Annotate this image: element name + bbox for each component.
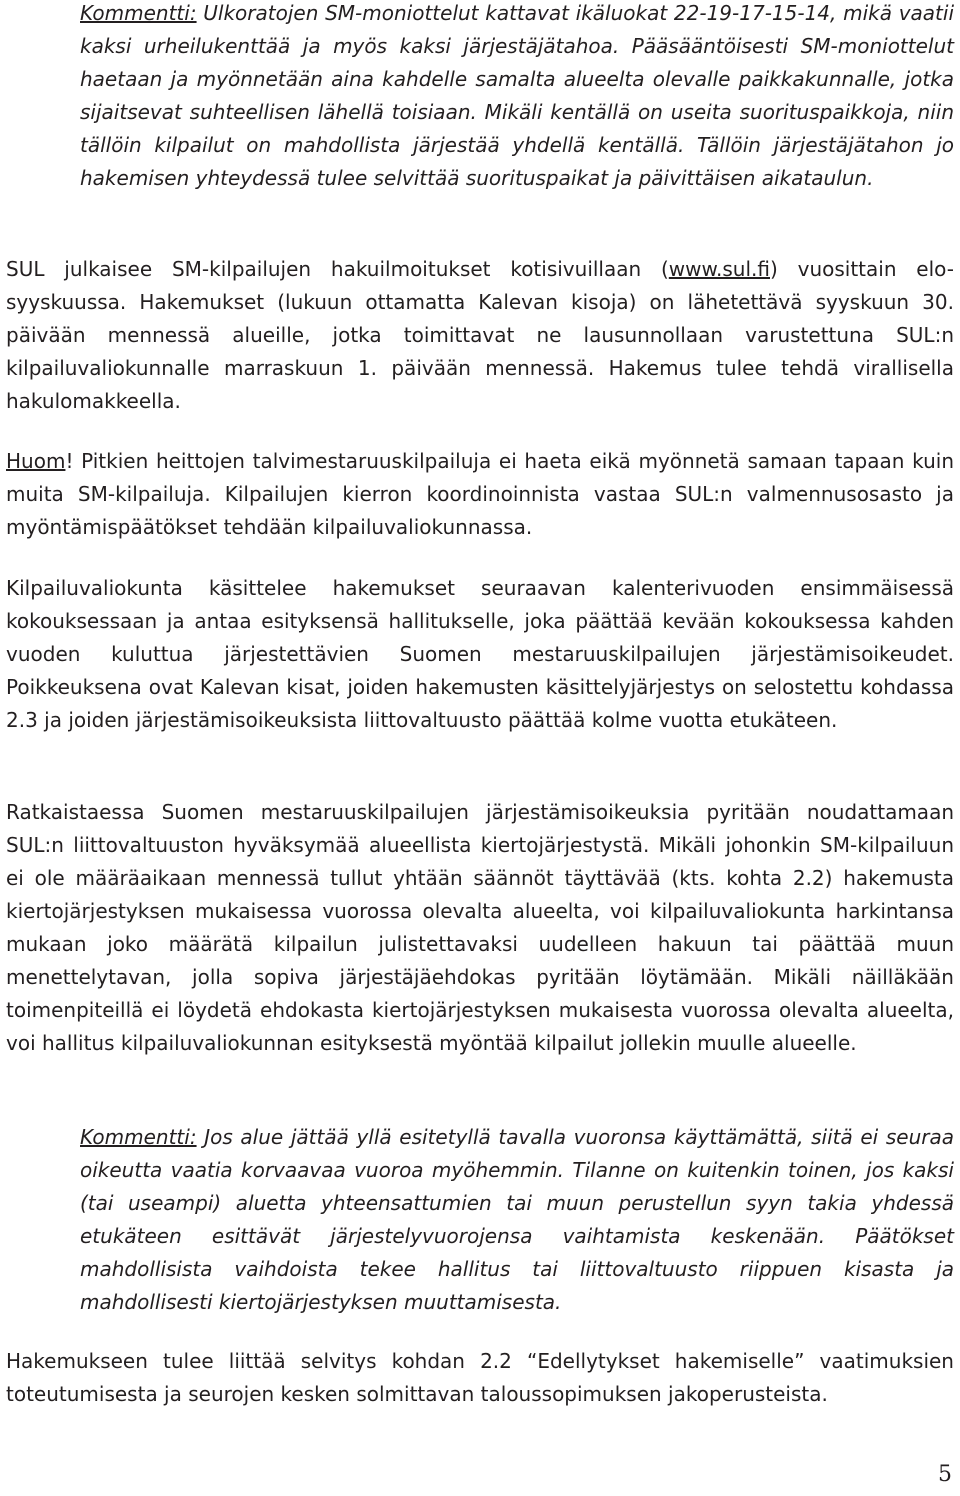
paragraph-application-notice bbox=[6, 253, 954, 418]
paragraph-text: SUL julkaisee SM-kilpailujen hakuilmoitukset kotisivuillaan ( bbox=[6, 257, 669, 281]
paragraph-text: ) vuosittain elo-syyskuussa. Hakemukset (lukuun ottamatta Kalevan kisoja) on lähetettävä syyskuun 30. päivään mennessä alueille, jotka toimittavat ne lausunnollaan varustettuna SUL:n kilpailuvaliokunnalle marraskuun 1. päivään mennessä. Hakemus tulee tehdä virallisella hakulomakkeella. bbox=[6, 257, 954, 413]
paragraph-note bbox=[6, 445, 954, 544]
paragraph-committee: Kilpailuvaliokunta käsittelee hakemukset seuraavan kalenterivuoden ensimmäisessä kokouksessaan ja antaa esityksensä hallitukselle, joka päättää kevään kokouksessa kahden vuoden kuluttua järjestettävien Suomen mestaruuskilpailujen järjestämisoikeudet. Poikkeuksena ovat Kalevan kisat, joiden hakemusten käsittelyjärjestys on selostettu kohdassa 2.3 ja joiden järjestämisoikeuksista liittovaltuusto päättää kolme vuotta etukäteen. bbox=[6, 576, 954, 732]
paragraph-attachments: Hakemukseen tulee liittää selvitys kohdan 2.2 “Edellytykset hakemiselle” vaatimuksien toteutumisesta ja seurojen kesken solmittavan taloussopimuksen jakoperusteista. bbox=[6, 1349, 954, 1406]
website-link[interactable]: www.sul.fi bbox=[668, 257, 770, 281]
comment-label: Kommentti: bbox=[80, 1, 197, 25]
comment-label: Kommentti: bbox=[80, 1125, 197, 1149]
comment-text: Jos alue jättää yllä esitetyllä tavalla vuoronsa käyttämättä, siitä ei seuraa oikeutta vaatia korvaavaa vuoroa myöhemmin. Tilanne on kuitenkin toinen, jos kaksi (tai useampi) aluetta yhteensattumien tai muun perustellun syyn takia yhdessä etukäteen esittävät järjestelyvuorojensa vaihtamista keskenään. Päätökset mahdollisista vaihdoista tekee hallitus tai liittovaltuusto riippuen kisasta ja mahdollisesti kiertojärjestyksen muuttamisesta. bbox=[80, 1125, 954, 1314]
page-number: 5 bbox=[938, 1462, 952, 1487]
comment-paragraph-2 bbox=[80, 1121, 954, 1319]
comment-paragraph-1 bbox=[80, 0, 954, 195]
comment-text: Ulkoratojen SM-moniottelut kattavat ikäluokat 22-19-17-15-14, mikä vaatii kaksi urheilukenttää ja myös kaksi järjestäjätahoa. Pääsääntöisesti SM-moniottelut haetaan ja myönnetään aina kahdelle samalta alueelta olevalle paikkakunnalle, jotka sijaitsevat suhteellisen lähellä toisiaan. Mikäli kentällä on useita suorituspaikkoja, niin tällöin kilpailut on mahdollista järjestää yhdellä kentällä. Tällöin järjestäjätahon jo hakemisen yhteydessä tulee selvittää suorituspaikat ja päivittäisen aikataulun. bbox=[80, 1, 954, 190]
note-text: ! Pitkien heittojen talvimestaruuskilpailuja ei haeta eikä myönnetä samaan tapaan kuin muita SM-kilpailuja. Kilpailujen kierron koordinoinnista vastaa SUL:n valmennusosasto ja myöntämispäätökset tehdään kilpailuvaliokunnassa. bbox=[6, 449, 954, 539]
note-label: Huom bbox=[6, 449, 66, 473]
paragraph-rotation: Ratkaistaessa Suomen mestaruuskilpailujen järjestämisoikeuksia pyritään noudattamaan SUL:n liittovaltuuston hyväksymää alueellista kiertojärjestystä. Mikäli johonkin SM-kilpailuun ei ole määräaikaan mennessä tullut yhtään säännöt täyttävää (kts. kohta 2.2) hakemusta kiertojärjestyksen mukaisessa vuorossa olevalta alueelta, voi kilpailuvaliokunta harkintansa mukaan joko määrätä kilpailun julistettavaksi uudelleen hakuun tai päättää muun menettelytavan, jolla sopiva järjestäjäehdokas pyritään löytämään. Mikäli näilläkään toimenpiteillä ei löydetä ehdokasta kiertojärjestyksen mukaisesta vuorossa olevalta alueelta, voi hallitus kilpailuvaliokunnan esityksestä myöntää kilpailut jollekin muulle alueelle. bbox=[6, 800, 954, 1055]
